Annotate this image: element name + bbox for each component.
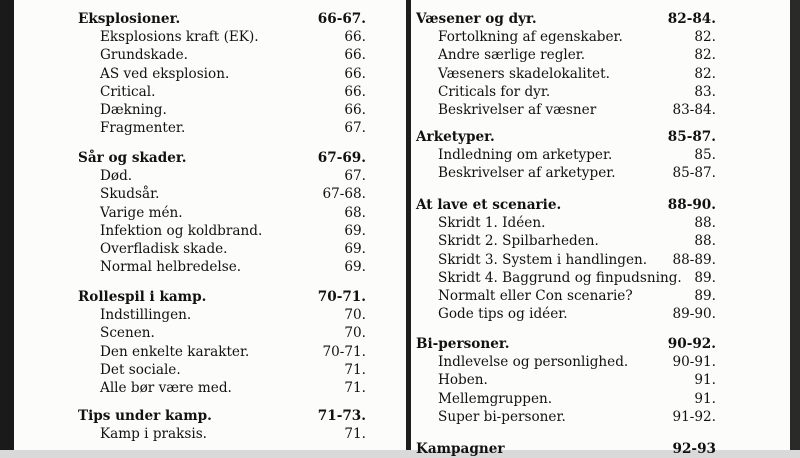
entry-label: Super bi-personer. bbox=[438, 408, 566, 425]
toc-entry bbox=[416, 353, 716, 371]
toc-entry bbox=[416, 390, 716, 408]
entry-page: 82. bbox=[694, 47, 716, 64]
toc-entry bbox=[78, 101, 388, 119]
toc-entry bbox=[78, 379, 388, 397]
entry-page: 66. bbox=[344, 65, 366, 82]
section-pages: 67-69. bbox=[317, 150, 366, 166]
toc-entry bbox=[78, 222, 388, 240]
entry-page: 70. bbox=[344, 307, 366, 324]
section-heading bbox=[78, 10, 388, 28]
entry-label: Criticals for dyr. bbox=[438, 83, 551, 100]
toc-entry bbox=[78, 167, 388, 185]
entry-page: 67. bbox=[344, 120, 366, 137]
toc-entry bbox=[78, 425, 388, 443]
section-pages: 66-67. bbox=[317, 11, 366, 27]
entry-label: AS ved eksplosion. bbox=[100, 65, 230, 82]
column-divider bbox=[406, 0, 411, 450]
entry-page: 70. bbox=[344, 325, 366, 342]
entry-label: Beskrivelser af væsner bbox=[438, 101, 597, 118]
section-pages: 70-71. bbox=[317, 289, 366, 305]
section-title: Bi-personer. bbox=[416, 336, 510, 352]
section-eksplosioner bbox=[78, 10, 388, 137]
section-title: Eksplosioner. bbox=[78, 11, 181, 27]
entry-label: Dækning. bbox=[100, 101, 167, 118]
toc-entry bbox=[416, 305, 716, 323]
entry-page: 71. bbox=[344, 361, 366, 378]
toc-entry bbox=[78, 185, 388, 203]
section-heading bbox=[416, 10, 716, 28]
entry-label: Varige mén. bbox=[100, 204, 183, 221]
entry-page: 66. bbox=[344, 83, 366, 100]
section-title: Arketyper. bbox=[416, 129, 495, 145]
section-heading bbox=[416, 128, 716, 146]
toc-entry bbox=[416, 287, 716, 305]
entry-label: Overfladisk skade. bbox=[100, 240, 228, 257]
toc-entry bbox=[78, 83, 388, 101]
toc-entry bbox=[78, 119, 388, 137]
toc-entry bbox=[416, 65, 716, 83]
section-title: Rollespil i kamp. bbox=[78, 289, 207, 305]
section-pages: 85-87. bbox=[667, 129, 716, 145]
entry-label: Indstillingen. bbox=[100, 307, 192, 324]
section-vaesener-og-dyr bbox=[416, 10, 716, 119]
entry-label: Andre særlige regler. bbox=[438, 47, 586, 64]
entry-label: Kamp i praksis. bbox=[100, 426, 208, 443]
section-tips-under-kamp bbox=[78, 407, 388, 443]
toc-entry bbox=[78, 361, 388, 379]
entry-page: 66. bbox=[344, 47, 366, 64]
entry-page: 71. bbox=[344, 379, 366, 396]
toc-entry bbox=[416, 83, 716, 101]
section-pages: 90-92. bbox=[667, 336, 716, 352]
section-heading bbox=[78, 149, 388, 167]
section-pages: 92-93 bbox=[672, 441, 716, 457]
entry-label: Død. bbox=[100, 168, 133, 185]
entry-label: Skudsår. bbox=[100, 186, 160, 203]
section-pages: 88-90. bbox=[667, 197, 716, 213]
section-heading bbox=[78, 407, 388, 425]
entry-page: 90-91. bbox=[672, 354, 716, 371]
section-heading bbox=[416, 196, 716, 214]
entry-label: Alle bør være med. bbox=[100, 379, 232, 396]
toc-entry bbox=[416, 28, 716, 46]
entry-page: 91. bbox=[694, 390, 716, 407]
entry-label: Fortolkning af egenskaber. bbox=[438, 29, 623, 46]
entry-label: Hoben. bbox=[438, 372, 488, 389]
toc-entry bbox=[416, 232, 716, 250]
entry-page: 88. bbox=[694, 233, 716, 250]
toc-entry bbox=[416, 214, 716, 232]
toc-entry bbox=[416, 371, 716, 389]
scan-edge-left bbox=[0, 0, 14, 450]
toc-entry bbox=[416, 164, 716, 182]
entry-label: Scenen. bbox=[100, 325, 155, 342]
entry-label: Fragmenter. bbox=[100, 120, 186, 137]
toc-entry bbox=[78, 306, 388, 324]
toc-entry bbox=[416, 251, 716, 269]
entry-label: Den enkelte karakter. bbox=[100, 343, 250, 360]
entry-label: Gode tips og idéer. bbox=[438, 306, 568, 323]
toc-entry bbox=[78, 324, 388, 342]
entry-page: 91. bbox=[694, 372, 716, 389]
section-title: Sår og skader. bbox=[78, 150, 187, 166]
entry-page: 66. bbox=[344, 29, 366, 46]
entry-page: 67. bbox=[344, 168, 366, 185]
entry-page: 82. bbox=[694, 65, 716, 82]
toc-entry bbox=[78, 28, 388, 46]
toc-entry bbox=[416, 269, 716, 287]
section-title: Væsener og dyr. bbox=[416, 11, 537, 27]
entry-label: Det sociale. bbox=[100, 361, 181, 378]
entry-label: Eksplosions kraft (EK). bbox=[100, 29, 259, 46]
toc-entry bbox=[416, 46, 716, 64]
section-at-lave-et-scenarie bbox=[416, 196, 716, 323]
entry-label: Critical. bbox=[100, 83, 156, 100]
toc-entry bbox=[416, 408, 716, 426]
entry-label: Skridt 2. Spilbarheden. bbox=[438, 233, 599, 250]
entry-page: 89. bbox=[694, 269, 716, 286]
section-title: Kampagner bbox=[416, 441, 505, 457]
entry-label: Normal helbredelse. bbox=[100, 259, 242, 276]
entry-page: 69. bbox=[344, 259, 366, 276]
entry-page: 82. bbox=[694, 29, 716, 46]
section-saar-og-skader bbox=[78, 149, 388, 276]
section-heading bbox=[416, 335, 716, 353]
toc-entry bbox=[416, 101, 716, 119]
section-kampagner bbox=[416, 440, 716, 458]
entry-page: 89-90. bbox=[672, 306, 716, 323]
entry-page: 69. bbox=[344, 222, 366, 239]
entry-page: 89. bbox=[694, 287, 716, 304]
entry-label: Skridt 1. Idéen. bbox=[438, 215, 546, 232]
section-pages: 71-73. bbox=[317, 408, 366, 424]
section-rollespil-i-kamp bbox=[78, 288, 388, 397]
entry-label: Infektion og koldbrand. bbox=[100, 222, 263, 239]
entry-label: Indlevelse og personlighed. bbox=[438, 354, 629, 371]
entry-page: 71. bbox=[344, 426, 366, 443]
section-heading bbox=[78, 288, 388, 306]
section-arketyper bbox=[416, 128, 716, 183]
entry-page: 88-89. bbox=[672, 251, 716, 268]
entry-label: Skridt 4. Baggrund og finpudsning. bbox=[438, 269, 682, 286]
entry-page: 85. bbox=[694, 147, 716, 164]
section-heading bbox=[416, 440, 716, 458]
entry-label: Normalt eller Con scenarie? bbox=[438, 287, 633, 304]
entry-page: 70-71. bbox=[322, 343, 366, 360]
toc-entry bbox=[78, 65, 388, 83]
entry-page: 67-68. bbox=[322, 186, 366, 203]
toc-entry bbox=[78, 240, 388, 258]
toc-entry bbox=[416, 146, 716, 164]
section-pages: 82-84. bbox=[667, 11, 716, 27]
entry-label: Væseners skadelokalitet. bbox=[438, 65, 610, 82]
entry-page: 83-84. bbox=[672, 101, 716, 118]
entry-label: Beskrivelser af arketyper. bbox=[438, 165, 616, 182]
toc-entry bbox=[78, 204, 388, 222]
entry-label: Mellemgruppen. bbox=[438, 390, 553, 407]
entry-page: 88. bbox=[694, 215, 716, 232]
toc-entry bbox=[78, 46, 388, 64]
entry-page: 69. bbox=[344, 240, 366, 257]
entry-page: 91-92. bbox=[672, 408, 716, 425]
section-title: Tips under kamp. bbox=[78, 408, 212, 424]
toc-entry bbox=[78, 343, 388, 361]
entry-page: 66. bbox=[344, 101, 366, 118]
entry-page: 68. bbox=[344, 204, 366, 221]
scan-edge-right bbox=[790, 0, 800, 450]
entry-page: 83. bbox=[694, 83, 716, 100]
toc-entry bbox=[78, 258, 388, 276]
section-title: At lave et scenarie. bbox=[416, 197, 562, 213]
contents-page bbox=[14, 0, 790, 457]
entry-label: Indledning om arketyper. bbox=[438, 147, 613, 164]
entry-label: Grundskade. bbox=[100, 47, 188, 64]
section-bi-personer bbox=[416, 335, 716, 426]
entry-page: 85-87. bbox=[672, 165, 716, 182]
entry-label: Skridt 3. System i handlingen. bbox=[438, 251, 648, 268]
